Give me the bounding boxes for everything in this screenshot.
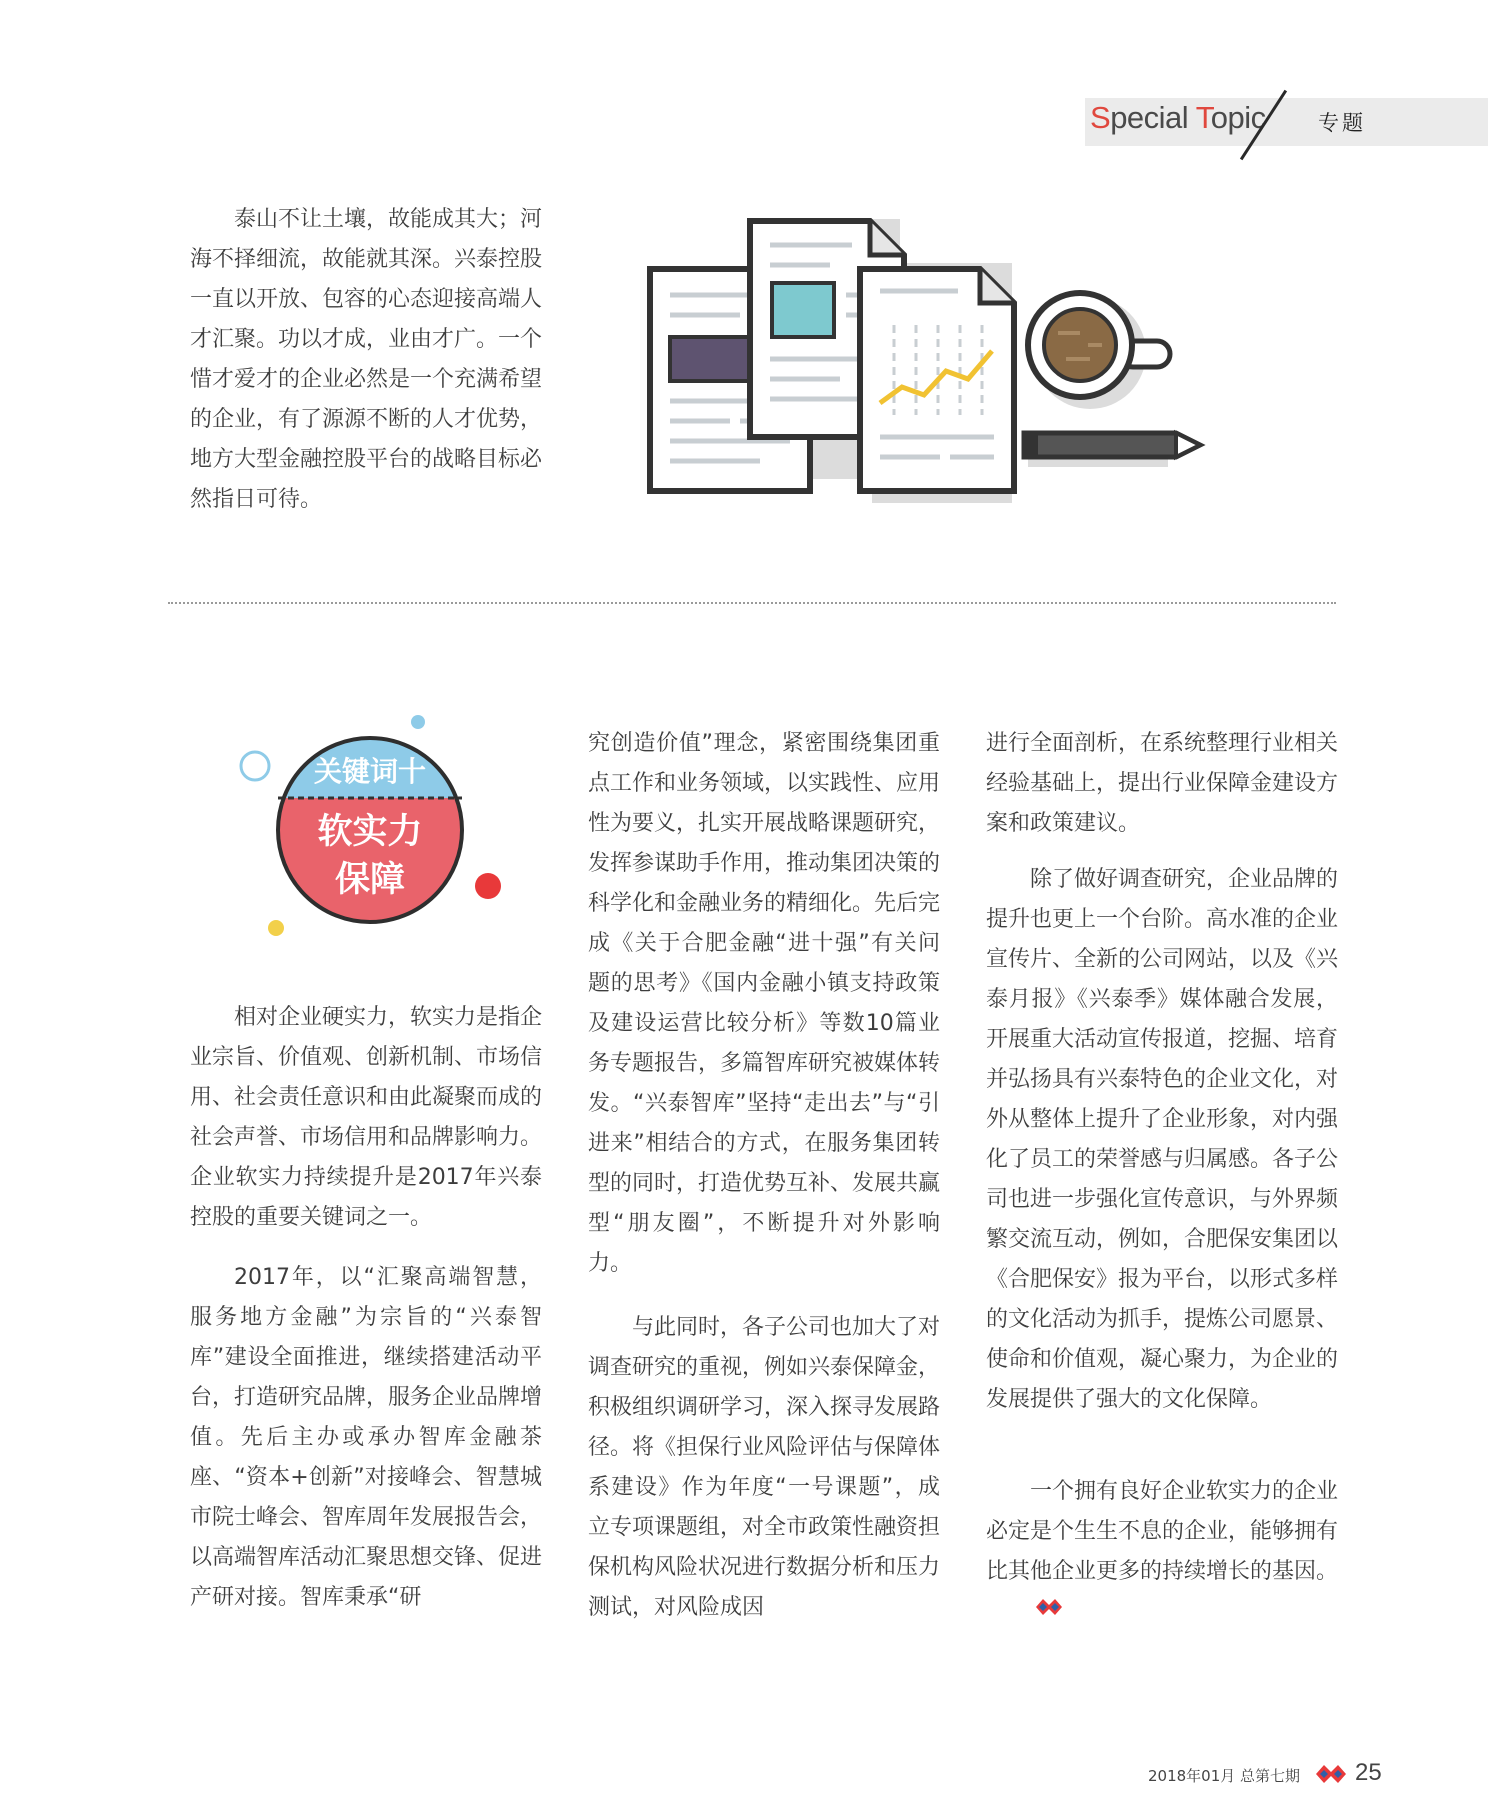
- column3-paragraph-1: 进行全面剖析，在系统整理行业相关经验基础上，提出行业保障金建设方案和政策建议。: [986, 731, 1339, 836]
- section-title-zh: 专题: [1318, 111, 1366, 135]
- decor-ring-icon: [241, 752, 269, 780]
- keyword-title: [275, 808, 465, 904]
- title-initial-t: T: [1195, 100, 1211, 135]
- column2-paragraph-2: 与此同时，各子公司也加大了对调查研究的重视，例如兴泰保障金，积极组织调研学习，深入探寻发展路径。将《担保行业风险评估与保障体系建设》作为年度“一号课题”，成立专项课题组，对全市政策性融资担保机构风险状况进行数据分析和压力测试，对风险成因: [588, 1315, 941, 1620]
- title-rest-2: opic: [1210, 100, 1266, 135]
- documents-chart-coffee-pencil-illustration: [640, 205, 1280, 509]
- page-number: 25: [1355, 1759, 1382, 1786]
- title-initial-s: S: [1090, 100, 1111, 135]
- decor-dot-red-icon: [475, 873, 501, 899]
- footer-logo-icon: [1314, 1762, 1348, 1790]
- decor-dot-yellow-icon: [268, 920, 284, 936]
- column1-paragraph-2: 2017年，以“汇聚高端智慧，服务地方金融”为宗旨的“兴泰智库”建设全面推进，继续搭建活动平台，打造研究品牌，服务企业品牌增值。先后主办或承办智库金融茶座、“资本+创新”对接峰会、智慧城市院士峰会、智库周年发展报告会，以高端智库活动汇聚思想交锋、促进产研对接。智库秉承“研: [190, 1265, 543, 1610]
- section-divider: [168, 602, 1336, 604]
- column2-paragraph-1: 究创造价值”理念，紧密围绕集团重点工作和业务领域，以实践性、应用性为要义，扎实开展战略课题研究，发挥参谋助手作用，推动集团决策的科学化和金融业务的精细化。先后完成《关于合肥金融“进十强”有关问题的思考》《国内金融小镇支持政策及建设运营比较分析》等数10篇业务专题报告，多篇智库研究被媒体转发。“兴泰智库”坚持“走出去”与“引进来”相结合的方式，在服务集团转型的同时，打造优势互补、发展共赢型“朋友圈”，不断提升对外影响力。: [588, 731, 941, 1276]
- keyword-title-line2: 保障: [334, 860, 405, 900]
- decor-dot-blue-icon: [411, 715, 425, 729]
- column3-paragraph-3: [986, 1472, 1338, 1632]
- coffee-cup-icon: [1028, 293, 1170, 409]
- keyword-title-line1: 软实力: [317, 812, 423, 852]
- pencil-icon: [1024, 433, 1200, 467]
- issue-date: 2018年01月 总第七期: [1148, 1767, 1301, 1785]
- keyword-label: 关键词十: [313, 755, 426, 788]
- title-rest-1: pecial: [1110, 100, 1196, 135]
- column3-paragraph-2: 除了做好调查研究，企业品牌的提升也更上一个台阶。高水准的企业宣传片、全新的公司网站，以及《兴泰月报》《兴泰季》媒体融合发展，开展重大活动宣传报道，挖掘、培育并弘扬具有兴泰特色的企业文化，对外从整体上提升了企业形象，对内强化了员工的荣誉感与归属感。各子公司也进一步强化宣传意识，与外界频繁交流互动，例如，合肥保安集团以《合肥保安》报为平台，以形式多样的文化活动为抓手，提炼公司愿景、使命和价值观，凝心聚力，为企业的发展提供了强大的文化保障。: [986, 867, 1339, 1412]
- section-title-en: [1090, 100, 1266, 136]
- column3-paragraph-3-text: 一个拥有良好企业软实力的企业必定是个生生不息的企业，能够拥有比其他企业更多的持续增长的基因。: [986, 1479, 1339, 1584]
- end-mark-logo-icon: [990, 1592, 1064, 1632]
- column1-paragraph-1: 相对企业硬实力，软实力是指企业宗旨、价值观、创新机制、市场信用、社会责任意识和由此凝聚而成的社会声誉、市场信用和品牌影响力。企业软实力持续提升是2017年兴泰控股的重要关键词之一。: [190, 1005, 543, 1230]
- chart-document-icon: [860, 269, 1014, 491]
- intro-paragraph: 泰山不让土壤，故能成其大；河海不择细流，故能就其深。兴泰控股一直以开放、包容的心态迎接高端人才汇聚。功以才成，业由才广。一个惜才爱才的企业必然是一个充满希望的企业，有了源源不断的人才优势，地方大型金融控股平台的战略目标必然指日可待。: [190, 207, 543, 512]
